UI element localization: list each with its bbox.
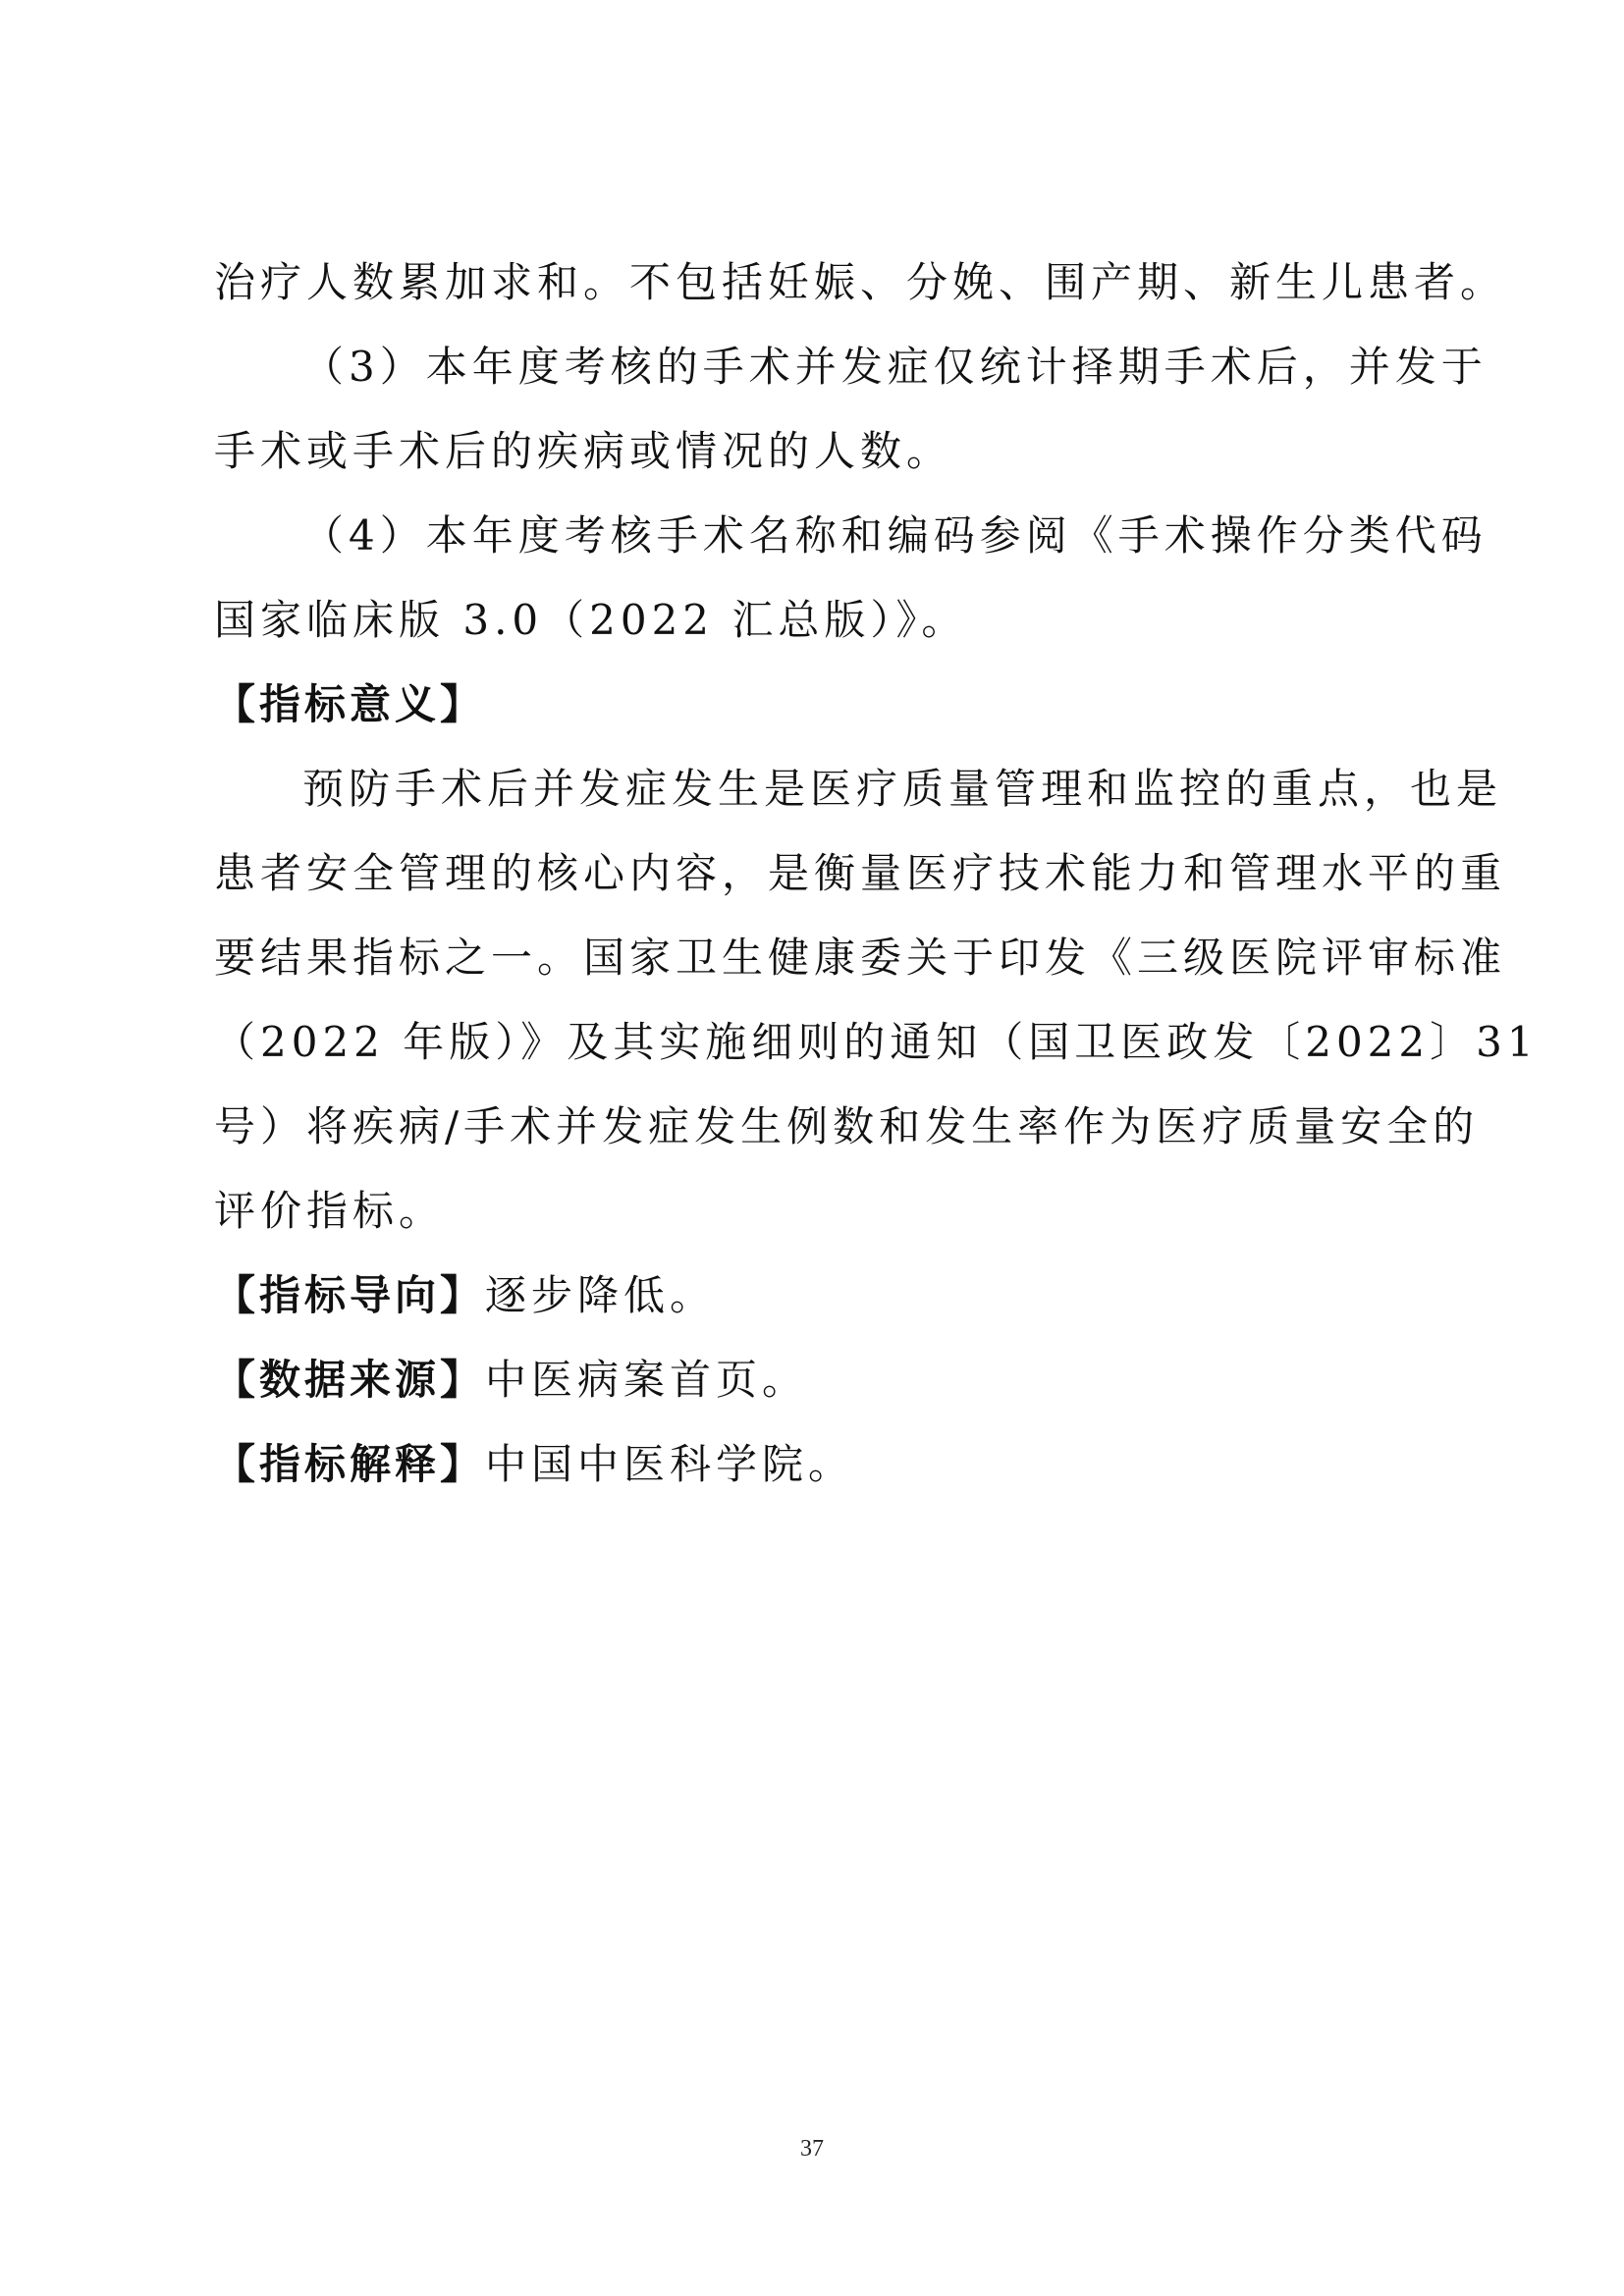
significance-line-2: 患者安全管理的核心内容，是衡量医疗技术能力和管理水平的重 (214, 849, 1507, 897)
direction-row (214, 1266, 716, 1325)
significance-line-5: 号）将疾病/手术并发症发生例数和发生率作为医疗质量安全的 (214, 1102, 1480, 1150)
body-line-3: 手术或手术后的疾病或情况的人数。 (214, 427, 953, 475)
body-line-4: （4）本年度考核手术名称和编码参阅《手术操作分类代码 (302, 511, 1488, 560)
significance-line-1: 预防手术后并发症发生是医疗质量管理和监控的重点，也是 (302, 765, 1503, 813)
direction-label: 【指标导向】 (214, 1271, 486, 1319)
section-heading-significance: 【指标意义】 (214, 680, 486, 728)
interpretation-row (214, 1435, 854, 1494)
interpretation-label: 【指标解释】 (214, 1440, 486, 1488)
body-line-2: （3）本年度考核的手术并发症仅统计择期手术后，并发于 (302, 343, 1488, 391)
source-row (214, 1351, 808, 1410)
page-number: 37 (800, 2136, 824, 2162)
body-line-5: 国家临床版 3.0（2022 汇总版）》。 (214, 596, 968, 644)
source-label: 【数据来源】 (214, 1356, 486, 1404)
significance-line-6: 评价指标。 (214, 1187, 446, 1235)
direction-value: 逐步降低。 (485, 1271, 717, 1319)
interpretation-value: 中国中医科学院。 (485, 1440, 855, 1488)
significance-line-3: 要结果指标之一。国家卫生健康委关于印发《三级医院评审标准 (214, 934, 1507, 982)
source-value: 中医病案首页。 (485, 1356, 809, 1404)
body-line-1: 治疗人数累加求和。不包括妊娠、分娩、围产期、新生儿患者。 (214, 258, 1507, 306)
significance-line-4: （2022 年版）》及其实施细则的通知（国卫医政发〔2022〕31 (214, 1018, 1539, 1066)
